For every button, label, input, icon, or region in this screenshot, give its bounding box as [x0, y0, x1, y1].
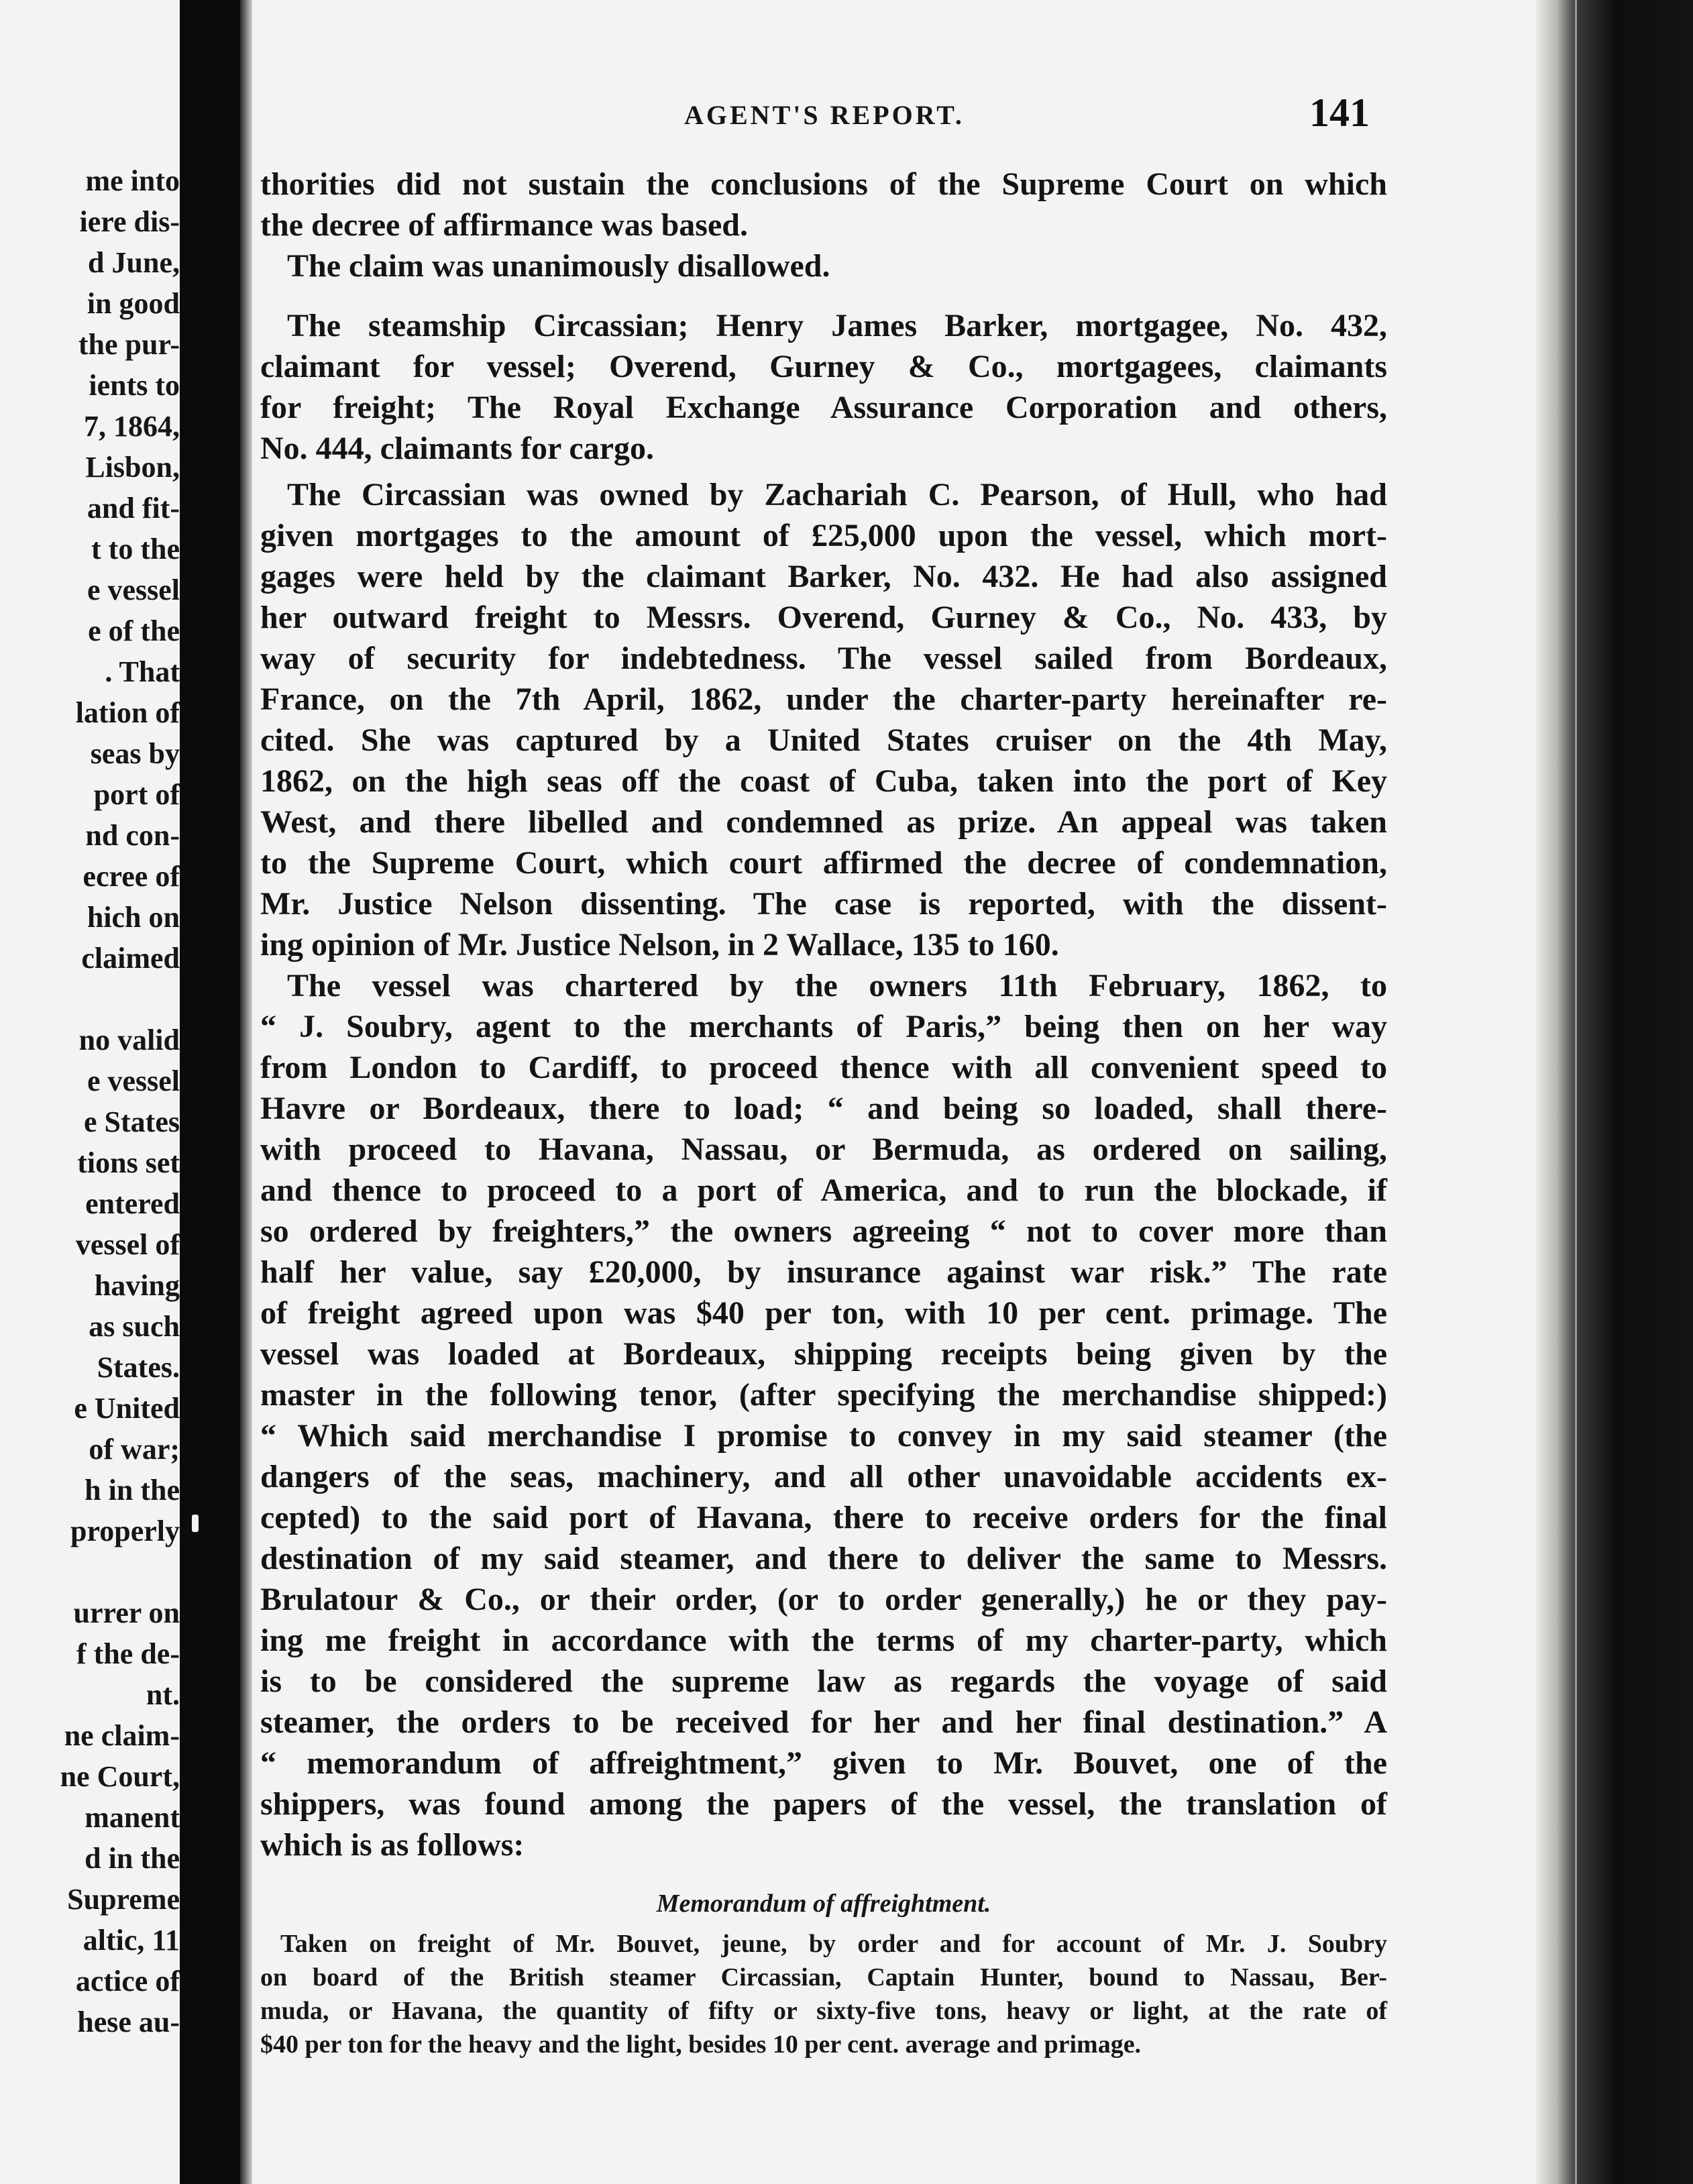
left-page-line: f the de- — [76, 1637, 180, 1670]
left-page-line: e vessel — [87, 1064, 180, 1097]
text-line: so ordered by freighters,” the owners agreeing “ not to cover more than — [260, 1213, 1387, 1249]
text-line: of freight agreed upon was $40 per ton, with 10 per cent. primage. The — [260, 1295, 1387, 1331]
text-line: vessel was loaded at Bordeaux, shipping receipts being given by the — [260, 1336, 1387, 1372]
left-page-line: d in the — [85, 1842, 180, 1875]
text-line: steamer, the orders to be received for her and her final destination.” A — [260, 1704, 1387, 1740]
previous-page-fragment — [0, 0, 180, 2184]
text-line: the decree of affirmance was based. — [260, 207, 748, 243]
left-page-line: e States — [84, 1105, 180, 1138]
left-page-line: as such — [89, 1310, 180, 1343]
memo-line: muda, or Havana, the quantity of fifty or sixty-five tons, heavy or light, at the rate of — [260, 1997, 1387, 2025]
paragraph-3 — [260, 305, 1387, 469]
text-line: cited. She was captured by a United States cruiser on the 4th May, — [260, 722, 1387, 758]
left-page-line: hese au- — [77, 2006, 180, 2038]
left-page-line: and fit- — [87, 492, 180, 525]
left-page-line: Supreme — [67, 1883, 180, 1916]
text-line: dangers of the seas, machinery, and all other unavoidable accidents ex- — [260, 1459, 1387, 1494]
left-page-line: tions set — [77, 1146, 180, 1179]
text-line: given mortgages to the amount of £25,000 upon the vessel, which mort- — [260, 518, 1387, 553]
left-page-line: the pur- — [78, 328, 180, 361]
left-page-line: States. — [97, 1351, 180, 1384]
text-line: gages were held by the claimant Barker, No. 432. He had also assigned — [260, 559, 1387, 594]
left-page-line: t to the — [91, 533, 180, 565]
text-line: master in the following tenor, (after specifying the merchandise shipped:) — [260, 1377, 1387, 1413]
text-line: “ Which said merchandise I promise to convey in my said steamer (the — [260, 1418, 1387, 1454]
left-page-line: ne Court, — [60, 1760, 180, 1793]
text-line: with proceed to Havana, Nassau, or Bermuda, as ordered on sailing, — [260, 1132, 1387, 1167]
main-text-block — [260, 164, 1387, 2061]
gutter-edge-shadow — [240, 0, 252, 2184]
text-line: shippers, was found among the papers of the vessel, the translation of — [260, 1786, 1387, 1822]
text-line: ing me freight in accordance with the terms of my charter-party, which — [260, 1623, 1387, 1658]
left-page-line: claimed — [81, 942, 180, 975]
section-spacer — [260, 1922, 1387, 1927]
left-page-line: h in the — [85, 1474, 180, 1507]
text-line: ing opinion of Mr. Justice Nelson, in 2 Wallace, 135 to 160. — [260, 927, 1059, 963]
left-page-line: in good — [87, 287, 180, 320]
text-line: The Circassian was owned by Zachariah C. Pearson, of Hull, who had — [287, 477, 1387, 512]
left-page-line: entered — [85, 1187, 180, 1220]
text-line: Brulatour & Co., or their order, (or to order generally,) he or they pay- — [260, 1582, 1387, 1617]
page-edge-shadow — [1536, 0, 1693, 2184]
left-page-line: me into — [85, 164, 180, 197]
left-page-line: no valid — [78, 1024, 180, 1056]
paragraph-spacer — [260, 286, 1387, 305]
paragraph-2 — [260, 245, 1387, 286]
text-line: Mr. Justice Nelson dissenting. The case is reported, with the dissent- — [260, 886, 1387, 922]
left-page-line: nt. — [146, 1678, 180, 1711]
memo-line: on board of the British steamer Circassian, Captain Hunter, bound to Nassau, Ber- — [260, 1963, 1387, 1991]
paragraph-spacer — [260, 469, 1387, 474]
left-page-line: ecree of — [83, 860, 180, 893]
text-line: The claim was unanimously disallowed. — [287, 248, 830, 284]
left-page-line: properly — [70, 1515, 180, 1547]
text-line: half her value, say £20,000, by insurance against war risk.” The rate — [260, 1254, 1387, 1290]
left-page-line: d June, — [88, 246, 180, 279]
left-page-line: ients to — [89, 369, 180, 402]
left-page-line: lation of — [75, 696, 180, 729]
paragraph-5 — [260, 965, 1387, 1865]
left-page-line: seas by — [90, 737, 180, 770]
memo-text — [260, 1927, 1387, 2061]
text-line: 1862, on the high seas off the coast of Cuba, taken into the port of Key — [260, 763, 1387, 799]
text-line: cepted) to the said port of Havana, there to receive orders for the final — [260, 1500, 1387, 1535]
text-line: destination of my said steamer, and there to deliver the same to Messrs. — [260, 1541, 1387, 1576]
text-line: from London to Cardiff, to proceed thence with all convenient speed to — [260, 1050, 1387, 1085]
text-line: way of security for indebtedness. The vessel sailed from Bordeaux, — [260, 641, 1387, 676]
left-page-line: 7, 1864, — [84, 410, 180, 443]
left-page-line: hich on — [87, 901, 180, 934]
text-line: which is as follows: — [260, 1827, 525, 1863]
text-line: The vessel was chartered by the owners 11th February, 1862, to — [287, 968, 1387, 1003]
running-head: AGENT'S REPORT. — [684, 100, 965, 130]
paragraph-1 — [260, 164, 1387, 245]
memo-line: Taken on freight of Mr. Bouvet, jeune, by order and for account of Mr. J. Soubry — [280, 1930, 1387, 1958]
page-edge-line — [1575, 0, 1577, 2184]
left-page-line: of war; — [89, 1433, 180, 1466]
text-line: No. 444, claimants for cargo. — [260, 431, 655, 466]
text-line: her outward freight to Messrs. Overend, Gurney & Co., No. 433, by — [260, 600, 1387, 635]
text-line: France, on the 7th April, 1862, under the charter-party hereinafter re- — [260, 681, 1387, 717]
left-page-line: port of — [93, 778, 180, 811]
left-page-line: e United — [74, 1392, 180, 1425]
left-page-line: nd con- — [85, 819, 180, 852]
text-line: and thence to proceed to a port of America, and to run the blockade, if — [260, 1172, 1387, 1208]
left-page-line: . That — [105, 655, 180, 688]
left-page-line: urrer on — [73, 1596, 180, 1629]
scan-speck — [192, 1515, 199, 1532]
left-page-line: having — [94, 1269, 180, 1302]
text-line: is to be considered the supreme law as regards the voyage of said — [260, 1663, 1387, 1699]
left-page-line: altic, 11 — [83, 1924, 180, 1957]
text-line: “ memorandum of affreightment,” given to Mr. Bouvet, one of the — [260, 1745, 1387, 1781]
left-page-line: ne claim- — [64, 1719, 180, 1752]
section-spacer — [260, 1865, 1387, 1886]
text-line: for freight; The Royal Exchange Assurance Corporation and others, — [260, 390, 1387, 425]
text-line: West, and there libelled and condemned as prize. An appeal was taken — [260, 804, 1387, 840]
left-page-line: iere dis- — [79, 205, 180, 238]
text-line: claimant for vessel; Overend, Gurney & Co., mortgagees, claimants — [260, 349, 1387, 384]
text-line: The steamship Circassian; Henry James Barker, mortgagee, No. 432, — [287, 308, 1387, 343]
left-page-line: manent — [85, 1801, 180, 1834]
page-number: 141 — [1309, 91, 1370, 135]
memo-line: $40 per ton for the heavy and the light, besides 10 per cent. average and primage. — [260, 2030, 1142, 2059]
text-line: to the Supreme Court, which court affirmed the decree of condemnation, — [260, 845, 1387, 881]
left-page-line: vessel of — [75, 1228, 180, 1261]
left-page-line: Lisbon, — [85, 451, 180, 484]
text-line: Havre or Bordeaux, there to load; “ and being so loaded, shall there- — [260, 1091, 1387, 1126]
paragraph-4 — [260, 474, 1387, 965]
left-page-line: e vessel — [87, 574, 180, 606]
memo-heading: Memorandum of affreightment. — [656, 1890, 991, 1918]
text-line: “ J. Soubry, agent to the merchants of Paris,” being then on her way — [260, 1009, 1387, 1044]
binding-gutter — [180, 0, 240, 2184]
text-line: thorities did not sustain the conclusions of the Supreme Court on which — [260, 166, 1387, 202]
left-page-line: actice of — [75, 1965, 180, 1998]
left-page-line: e of the — [88, 614, 180, 647]
